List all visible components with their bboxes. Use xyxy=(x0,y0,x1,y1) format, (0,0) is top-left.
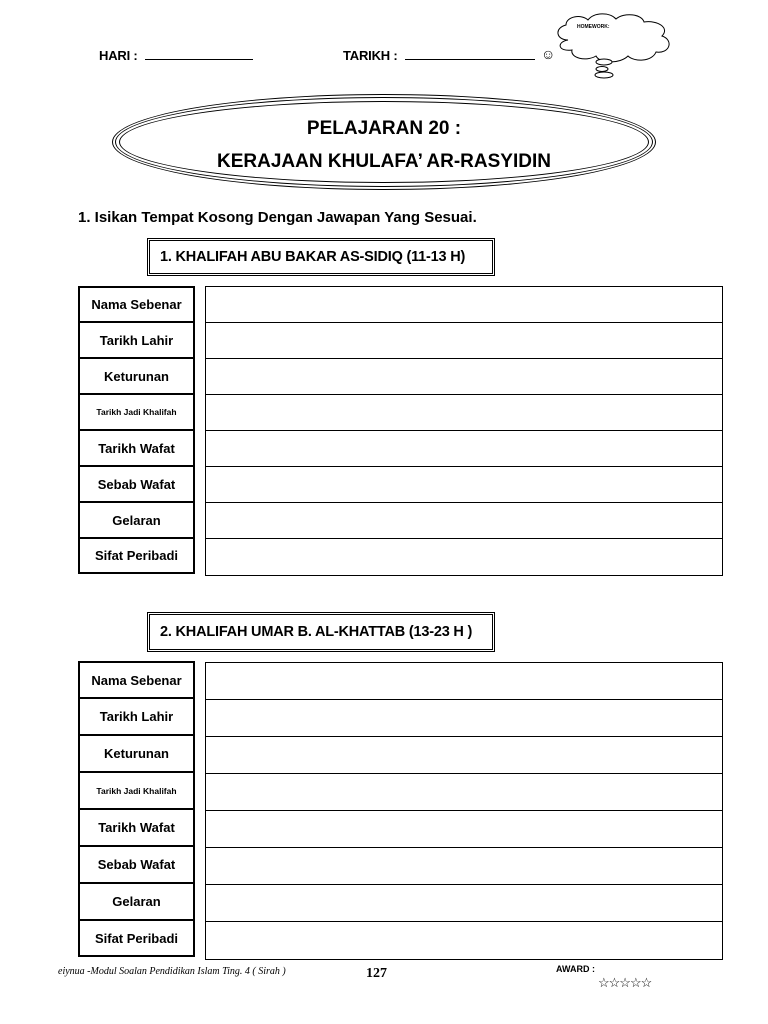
hari-field xyxy=(99,47,253,63)
answer-field[interactable] xyxy=(206,663,722,700)
tarikh-field xyxy=(343,47,535,63)
answer-field[interactable] xyxy=(206,539,722,575)
section-2-answers xyxy=(205,662,723,960)
answer-field[interactable] xyxy=(206,503,722,539)
section-1-labels xyxy=(78,286,195,574)
page-number: 127 xyxy=(366,966,387,981)
answer-field[interactable] xyxy=(206,922,722,959)
row-label: Keturunan xyxy=(78,735,195,772)
lesson-title: KERAJAAN KHULAFA’ AR-RASYIDIN xyxy=(217,151,551,172)
row-label: Tarikh Jadi Khalifah xyxy=(78,394,195,430)
tarikh-label: TARIKH : xyxy=(343,48,398,63)
row-label: Gelaran xyxy=(78,883,195,920)
section-1-answers xyxy=(205,286,723,576)
section-1-heading-text: 1. KHALIFAH ABU BAKAR AS-SIDIQ (11-13 H) xyxy=(160,249,466,265)
award-label: AWARD : xyxy=(556,964,595,974)
cloud-bubble-3 xyxy=(595,72,613,78)
answer-field[interactable] xyxy=(206,885,722,922)
answer-field[interactable] xyxy=(206,431,722,467)
answer-field[interactable] xyxy=(206,737,722,774)
row-label: Sebab Wafat xyxy=(78,466,195,502)
smiley-icon: ☺ xyxy=(541,46,556,62)
row-label: Sebab Wafat xyxy=(78,846,195,883)
section-2-heading-text: 2. KHALIFAH UMAR B. AL-KHATTAB (13-23 H ) xyxy=(160,624,473,640)
row-label: Tarikh Lahir xyxy=(78,322,195,358)
row-label: Tarikh Wafat xyxy=(78,430,195,466)
homework-cloud xyxy=(548,10,680,82)
section-2-heading xyxy=(147,612,495,652)
row-label: Sifat Peribadi xyxy=(78,920,195,957)
answer-field[interactable] xyxy=(206,395,722,431)
section-1-heading xyxy=(147,238,495,276)
answer-field[interactable] xyxy=(206,359,722,395)
answer-field[interactable] xyxy=(206,848,722,885)
answer-field[interactable] xyxy=(206,323,722,359)
hari-blank-line[interactable] xyxy=(145,47,253,60)
answer-field[interactable] xyxy=(206,287,722,323)
answer-field[interactable] xyxy=(206,700,722,737)
award-stars-icon: ☆☆☆☆☆ xyxy=(598,975,652,990)
row-label: Keturunan xyxy=(78,358,195,394)
row-label: Tarikh Lahir xyxy=(78,698,195,735)
row-label: Sifat Peribadi xyxy=(78,538,195,574)
answer-field[interactable] xyxy=(206,811,722,848)
homework-label: HOMEWORK: xyxy=(577,24,610,30)
module-footer: eiynua -Modul Soalan Pendidikan Islam Ting. 4 ( Sirah ) xyxy=(58,966,286,977)
answer-field[interactable] xyxy=(206,467,722,503)
cloud-bubble-1 xyxy=(596,59,612,65)
tarikh-blank-line[interactable] xyxy=(405,47,535,60)
row-label: Nama Sebenar xyxy=(78,661,195,698)
row-label: Gelaran xyxy=(78,502,195,538)
row-label: Tarikh Wafat xyxy=(78,809,195,846)
hari-label: HARI : xyxy=(99,48,138,63)
row-label: Nama Sebenar xyxy=(78,286,195,322)
cloud-bubble-2 xyxy=(596,67,608,72)
instruction-text: 1. Isikan Tempat Kosong Dengan Jawapan Yang Sesuai. xyxy=(78,209,477,226)
answer-field[interactable] xyxy=(206,774,722,811)
row-label: Tarikh Jadi Khalifah xyxy=(78,772,195,809)
title-oval xyxy=(112,94,656,190)
section-2-labels xyxy=(78,661,195,957)
lesson-number: PELAJARAN 20 : xyxy=(306,118,462,139)
cloud-shape xyxy=(558,14,669,62)
